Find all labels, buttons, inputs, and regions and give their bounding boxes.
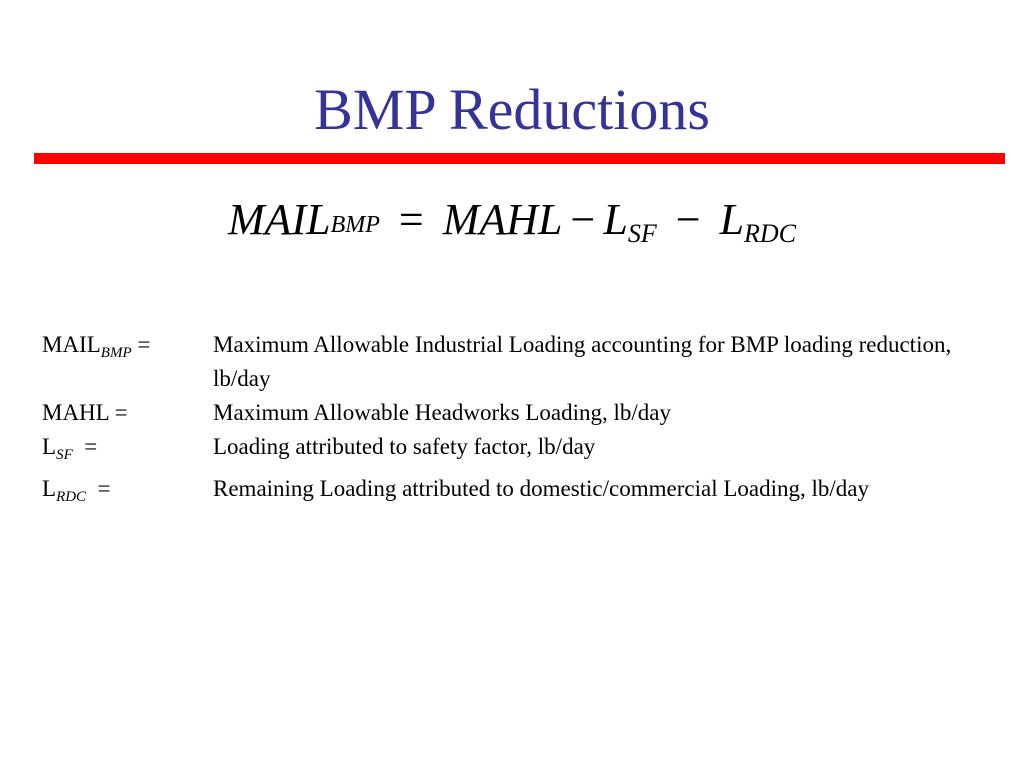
definition-term <box>42 430 213 472</box>
definition-term-main: L <box>42 434 57 459</box>
formula <box>0 190 1024 264</box>
definition-row-lrdc <box>42 472 1012 514</box>
formula-term-lsf: L <box>603 195 628 244</box>
definition-description: Maximum Allowable Industrial Loading accounting for BMP loading reduction, lb/day <box>213 332 952 391</box>
definition-term-subscript: SF <box>56 447 73 463</box>
definition-term <box>42 472 213 514</box>
definition-term <box>42 328 213 396</box>
definition-description: Maximum Allowable Headworks Loading, lb/day <box>213 400 672 425</box>
title-divider <box>34 153 1005 164</box>
definition-term-subscript: BMP <box>100 345 132 361</box>
definition-term-equals: = <box>86 476 111 501</box>
formula-term-mahl: MAHL <box>442 195 563 244</box>
definition-term-subscript: RDC <box>56 489 87 505</box>
formula-term-lrdc-subscript: RDC <box>744 219 797 248</box>
definition-term-main: MAHL <box>42 400 109 425</box>
definition-term-main: MAIL <box>42 332 101 357</box>
formula-equals: = <box>398 195 424 244</box>
definition-term-equals: = <box>72 434 98 459</box>
definition-term <box>42 396 213 430</box>
definition-term-equals: = <box>131 332 151 357</box>
definition-term-main: L <box>42 476 57 501</box>
definition-description: Remaining Loading attributed to domestic/commercial Loading, lb/day <box>213 476 869 501</box>
definition-row-lsf <box>42 430 1012 472</box>
formula-minus-1: − <box>570 195 596 244</box>
formula-lhs-subscript: BMP <box>330 212 380 238</box>
formula-minus-2: − <box>675 195 701 244</box>
formula-term-lrdc: L <box>719 195 745 244</box>
definition-description: Loading attributed to safety factor, lb/day <box>213 434 596 459</box>
definition-row-mail-bmp <box>42 328 1012 396</box>
slide-title: BMP Reductions <box>314 77 710 142</box>
definition-term-equals: = <box>108 400 128 425</box>
formula-term-lsf-subscript: SF <box>627 219 657 248</box>
definitions-list <box>42 328 1012 514</box>
formula-lhs: MAIL <box>227 195 331 244</box>
definition-row-mahl <box>42 396 1012 430</box>
